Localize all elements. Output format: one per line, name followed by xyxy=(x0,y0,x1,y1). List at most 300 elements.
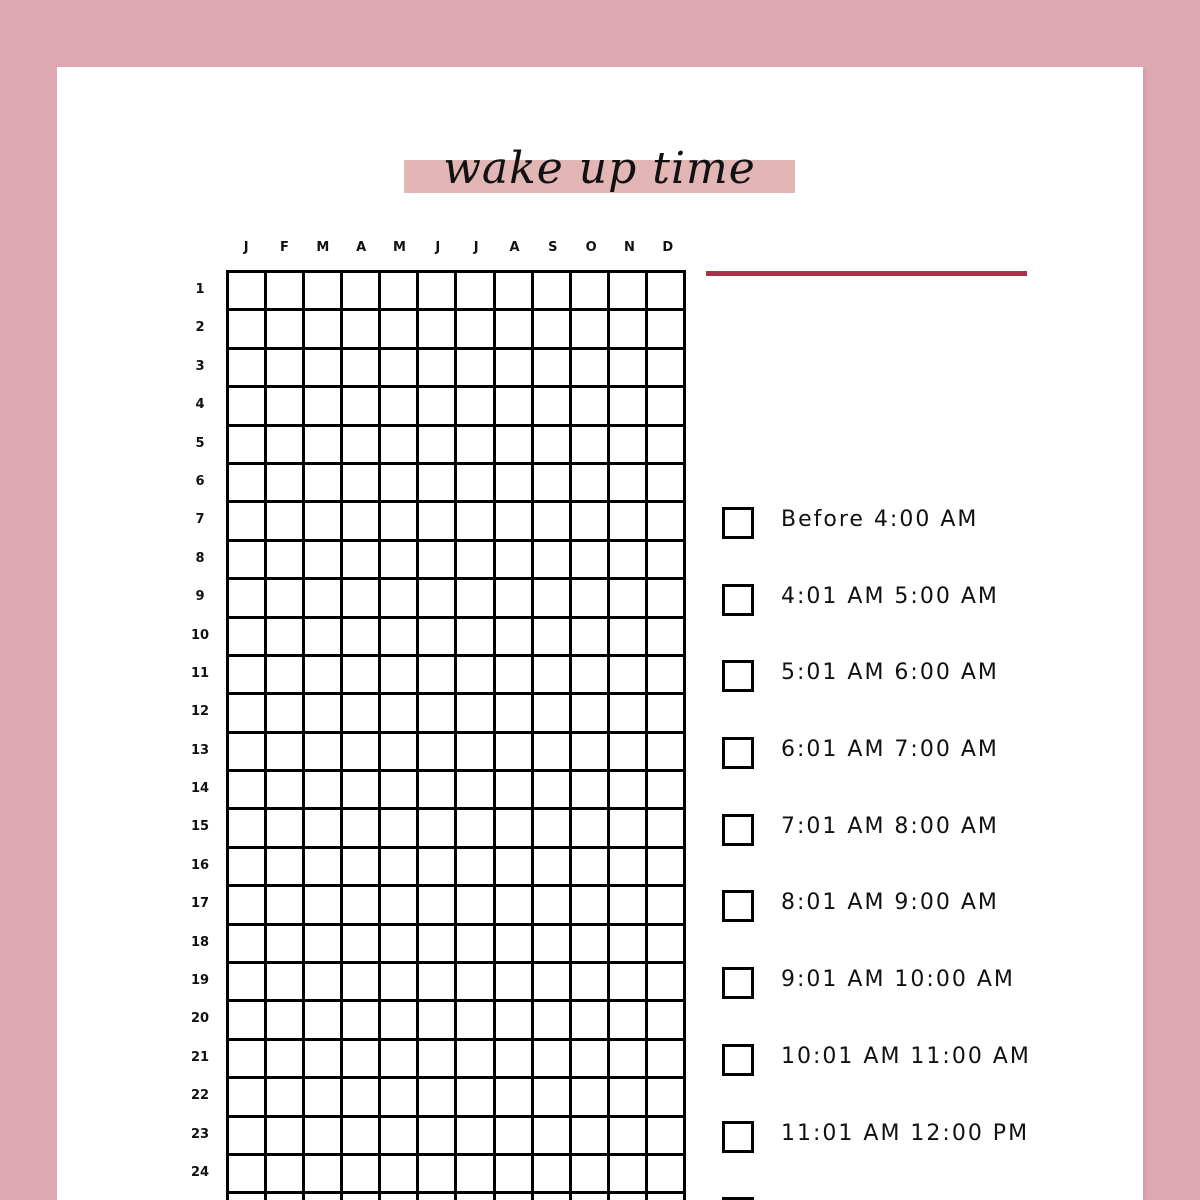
tracker-cell[interactable] xyxy=(648,619,686,657)
tracker-cell[interactable] xyxy=(648,388,686,426)
tracker-cell[interactable] xyxy=(648,1118,686,1156)
tracker-cell[interactable] xyxy=(381,1002,419,1040)
tracker-cell[interactable] xyxy=(305,1079,343,1117)
tracker-cell[interactable] xyxy=(610,810,648,848)
tracker-cell[interactable] xyxy=(419,273,457,311)
tracker-cell[interactable] xyxy=(572,1156,610,1194)
tracker-cell[interactable] xyxy=(267,388,305,426)
legend-checkbox[interactable] xyxy=(722,890,754,922)
legend-checkbox[interactable] xyxy=(722,507,754,539)
tracker-cell[interactable] xyxy=(534,503,572,541)
tracker-cell[interactable] xyxy=(381,465,419,503)
tracker-cell[interactable] xyxy=(343,542,381,580)
legend-checkbox[interactable] xyxy=(722,584,754,616)
tracker-cell[interactable] xyxy=(305,695,343,733)
tracker-cell[interactable] xyxy=(305,503,343,541)
tracker-cell[interactable] xyxy=(610,542,648,580)
tracker-cell[interactable] xyxy=(343,810,381,848)
tracker-cell[interactable] xyxy=(457,926,495,964)
tracker-cell[interactable] xyxy=(610,1041,648,1079)
tracker-cell[interactable] xyxy=(648,1194,686,1200)
tracker-cell[interactable] xyxy=(343,849,381,887)
tracker-cell[interactable] xyxy=(267,427,305,465)
tracker-cell[interactable] xyxy=(229,695,267,733)
tracker-cell[interactable] xyxy=(610,427,648,465)
tracker-cell[interactable] xyxy=(610,657,648,695)
tracker-cell[interactable] xyxy=(457,580,495,618)
tracker-cell[interactable] xyxy=(267,311,305,349)
tracker-cell[interactable] xyxy=(496,619,534,657)
tracker-cell[interactable] xyxy=(419,580,457,618)
tracker-cell[interactable] xyxy=(267,657,305,695)
tracker-cell[interactable] xyxy=(419,1079,457,1117)
tracker-cell[interactable] xyxy=(267,1079,305,1117)
tracker-cell[interactable] xyxy=(419,1118,457,1156)
tracker-cell[interactable] xyxy=(381,772,419,810)
tracker-cell[interactable] xyxy=(229,1041,267,1079)
tracker-cell[interactable] xyxy=(496,580,534,618)
tracker-cell[interactable] xyxy=(381,964,419,1002)
tracker-cell[interactable] xyxy=(343,964,381,1002)
tracker-cell[interactable] xyxy=(305,1194,343,1200)
tracker-cell[interactable] xyxy=(343,1079,381,1117)
tracker-cell[interactable] xyxy=(381,388,419,426)
tracker-cell[interactable] xyxy=(343,1194,381,1200)
tracker-cell[interactable] xyxy=(381,1041,419,1079)
tracker-cell[interactable] xyxy=(496,542,534,580)
tracker-cell[interactable] xyxy=(381,503,419,541)
tracker-cell[interactable] xyxy=(457,1041,495,1079)
tracker-cell[interactable] xyxy=(305,273,343,311)
tracker-cell[interactable] xyxy=(496,311,534,349)
tracker-cell[interactable] xyxy=(419,503,457,541)
tracker-cell[interactable] xyxy=(381,849,419,887)
tracker-cell[interactable] xyxy=(610,772,648,810)
tracker-cell[interactable] xyxy=(229,311,267,349)
tracker-cell[interactable] xyxy=(534,734,572,772)
tracker-cell[interactable] xyxy=(419,1156,457,1194)
tracker-cell[interactable] xyxy=(229,1002,267,1040)
tracker-cell[interactable] xyxy=(267,1194,305,1200)
tracker-cell[interactable] xyxy=(648,350,686,388)
tracker-cell[interactable] xyxy=(381,695,419,733)
tracker-cell[interactable] xyxy=(534,619,572,657)
tracker-cell[interactable] xyxy=(419,657,457,695)
tracker-cell[interactable] xyxy=(610,619,648,657)
tracker-cell[interactable] xyxy=(305,1118,343,1156)
tracker-cell[interactable] xyxy=(648,1041,686,1079)
tracker-cell[interactable] xyxy=(610,1194,648,1200)
tracker-cell[interactable] xyxy=(229,1156,267,1194)
tracker-cell[interactable] xyxy=(534,1041,572,1079)
tracker-cell[interactable] xyxy=(648,273,686,311)
tracker-cell[interactable] xyxy=(267,1002,305,1040)
tracker-cell[interactable] xyxy=(419,849,457,887)
tracker-cell[interactable] xyxy=(381,734,419,772)
tracker-cell[interactable] xyxy=(496,1002,534,1040)
legend-checkbox[interactable] xyxy=(722,814,754,846)
tracker-cell[interactable] xyxy=(229,926,267,964)
tracker-cell[interactable] xyxy=(381,1156,419,1194)
tracker-cell[interactable] xyxy=(534,465,572,503)
tracker-cell[interactable] xyxy=(343,1002,381,1040)
tracker-cell[interactable] xyxy=(496,427,534,465)
tracker-cell[interactable] xyxy=(534,580,572,618)
tracker-cell[interactable] xyxy=(572,580,610,618)
tracker-cell[interactable] xyxy=(610,311,648,349)
tracker-cell[interactable] xyxy=(381,810,419,848)
tracker-cell[interactable] xyxy=(267,964,305,1002)
tracker-cell[interactable] xyxy=(229,388,267,426)
tracker-cell[interactable] xyxy=(343,734,381,772)
tracker-cell[interactable] xyxy=(419,1041,457,1079)
tracker-cell[interactable] xyxy=(229,810,267,848)
tracker-cell[interactable] xyxy=(457,1118,495,1156)
tracker-cell[interactable] xyxy=(572,350,610,388)
tracker-cell[interactable] xyxy=(267,273,305,311)
tracker-cell[interactable] xyxy=(305,1041,343,1079)
tracker-cell[interactable] xyxy=(572,1079,610,1117)
tracker-cell[interactable] xyxy=(305,1002,343,1040)
tracker-cell[interactable] xyxy=(419,734,457,772)
tracker-cell[interactable] xyxy=(457,619,495,657)
tracker-cell[interactable] xyxy=(419,810,457,848)
tracker-cell[interactable] xyxy=(229,580,267,618)
tracker-cell[interactable] xyxy=(534,1194,572,1200)
tracker-cell[interactable] xyxy=(496,1118,534,1156)
tracker-cell[interactable] xyxy=(343,465,381,503)
tracker-cell[interactable] xyxy=(229,964,267,1002)
tracker-cell[interactable] xyxy=(496,503,534,541)
tracker-cell[interactable] xyxy=(534,964,572,1002)
tracker-cell[interactable] xyxy=(534,273,572,311)
tracker-cell[interactable] xyxy=(343,350,381,388)
tracker-cell[interactable] xyxy=(229,350,267,388)
tracker-cell[interactable] xyxy=(534,657,572,695)
tracker-cell[interactable] xyxy=(457,772,495,810)
tracker-cell[interactable] xyxy=(267,849,305,887)
tracker-cell[interactable] xyxy=(534,772,572,810)
tracker-cell[interactable] xyxy=(610,1079,648,1117)
tracker-cell[interactable] xyxy=(496,465,534,503)
tracker-cell[interactable] xyxy=(610,503,648,541)
tracker-cell[interactable] xyxy=(457,734,495,772)
tracker-cell[interactable] xyxy=(648,542,686,580)
tracker-cell[interactable] xyxy=(305,926,343,964)
tracker-cell[interactable] xyxy=(610,695,648,733)
tracker-cell[interactable] xyxy=(534,350,572,388)
tracker-cell[interactable] xyxy=(457,1156,495,1194)
tracker-cell[interactable] xyxy=(419,1194,457,1200)
tracker-cell[interactable] xyxy=(648,1156,686,1194)
tracker-cell[interactable] xyxy=(343,619,381,657)
tracker-cell[interactable] xyxy=(457,388,495,426)
tracker-cell[interactable] xyxy=(305,311,343,349)
tracker-cell[interactable] xyxy=(534,311,572,349)
tracker-cell[interactable] xyxy=(267,503,305,541)
tracker-cell[interactable] xyxy=(381,1079,419,1117)
tracker-cell[interactable] xyxy=(457,503,495,541)
tracker-cell[interactable] xyxy=(381,619,419,657)
tracker-cell[interactable] xyxy=(457,311,495,349)
tracker-cell[interactable] xyxy=(534,388,572,426)
tracker-cell[interactable] xyxy=(534,427,572,465)
tracker-cell[interactable] xyxy=(229,503,267,541)
tracker-cell[interactable] xyxy=(229,619,267,657)
tracker-cell[interactable] xyxy=(229,849,267,887)
tracker-cell[interactable] xyxy=(457,964,495,1002)
tracker-cell[interactable] xyxy=(572,427,610,465)
tracker-cell[interactable] xyxy=(534,887,572,925)
tracker-cell[interactable] xyxy=(457,542,495,580)
tracker-cell[interactable] xyxy=(419,388,457,426)
tracker-cell[interactable] xyxy=(496,849,534,887)
tracker-cell[interactable] xyxy=(572,311,610,349)
tracker-cell[interactable] xyxy=(648,1002,686,1040)
tracker-cell[interactable] xyxy=(648,580,686,618)
tracker-cell[interactable] xyxy=(381,350,419,388)
tracker-cell[interactable] xyxy=(419,427,457,465)
tracker-cell[interactable] xyxy=(534,926,572,964)
tracker-cell[interactable] xyxy=(305,1156,343,1194)
tracker-cell[interactable] xyxy=(267,887,305,925)
tracker-cell[interactable] xyxy=(267,695,305,733)
tracker-cell[interactable] xyxy=(572,657,610,695)
tracker-cell[interactable] xyxy=(381,542,419,580)
tracker-cell[interactable] xyxy=(610,465,648,503)
tracker-cell[interactable] xyxy=(572,695,610,733)
tracker-cell[interactable] xyxy=(305,849,343,887)
legend-checkbox[interactable] xyxy=(722,1044,754,1076)
tracker-cell[interactable] xyxy=(381,657,419,695)
tracker-cell[interactable] xyxy=(229,887,267,925)
tracker-cell[interactable] xyxy=(419,964,457,1002)
tracker-cell[interactable] xyxy=(457,465,495,503)
tracker-cell[interactable] xyxy=(496,273,534,311)
tracker-cell[interactable] xyxy=(457,427,495,465)
tracker-cell[interactable] xyxy=(572,542,610,580)
tracker-cell[interactable] xyxy=(305,964,343,1002)
tracker-cell[interactable] xyxy=(305,619,343,657)
tracker-cell[interactable] xyxy=(496,1079,534,1117)
tracker-cell[interactable] xyxy=(343,580,381,618)
tracker-cell[interactable] xyxy=(572,926,610,964)
tracker-cell[interactable] xyxy=(419,887,457,925)
tracker-cell[interactable] xyxy=(534,1002,572,1040)
tracker-cell[interactable] xyxy=(419,311,457,349)
tracker-cell[interactable] xyxy=(648,926,686,964)
legend-checkbox[interactable] xyxy=(722,737,754,769)
tracker-cell[interactable] xyxy=(457,350,495,388)
tracker-cell[interactable] xyxy=(343,657,381,695)
tracker-cell[interactable] xyxy=(572,1041,610,1079)
tracker-cell[interactable] xyxy=(648,887,686,925)
tracker-cell[interactable] xyxy=(572,1194,610,1200)
tracker-cell[interactable] xyxy=(610,964,648,1002)
tracker-cell[interactable] xyxy=(648,311,686,349)
tracker-cell[interactable] xyxy=(419,350,457,388)
tracker-cell[interactable] xyxy=(381,1118,419,1156)
tracker-cell[interactable] xyxy=(648,1079,686,1117)
tracker-cell[interactable] xyxy=(343,388,381,426)
tracker-cell[interactable] xyxy=(229,273,267,311)
tracker-cell[interactable] xyxy=(496,772,534,810)
tracker-cell[interactable] xyxy=(496,657,534,695)
tracker-cell[interactable] xyxy=(610,1156,648,1194)
tracker-cell[interactable] xyxy=(305,657,343,695)
legend-checkbox[interactable] xyxy=(722,660,754,692)
tracker-cell[interactable] xyxy=(610,388,648,426)
tracker-cell[interactable] xyxy=(343,772,381,810)
tracker-cell[interactable] xyxy=(343,311,381,349)
tracker-cell[interactable] xyxy=(610,580,648,618)
tracker-cell[interactable] xyxy=(343,1156,381,1194)
tracker-cell[interactable] xyxy=(572,772,610,810)
tracker-cell[interactable] xyxy=(267,926,305,964)
tracker-cell[interactable] xyxy=(572,849,610,887)
tracker-cell[interactable] xyxy=(457,810,495,848)
tracker-cell[interactable] xyxy=(572,810,610,848)
tracker-cell[interactable] xyxy=(457,849,495,887)
tracker-cell[interactable] xyxy=(229,734,267,772)
tracker-cell[interactable] xyxy=(343,887,381,925)
tracker-cell[interactable] xyxy=(610,887,648,925)
tracker-cell[interactable] xyxy=(419,695,457,733)
tracker-cell[interactable] xyxy=(496,1041,534,1079)
tracker-cell[interactable] xyxy=(496,734,534,772)
tracker-cell[interactable] xyxy=(610,273,648,311)
tracker-cell[interactable] xyxy=(496,926,534,964)
tracker-cell[interactable] xyxy=(648,734,686,772)
tracker-cell[interactable] xyxy=(267,1118,305,1156)
tracker-cell[interactable] xyxy=(572,887,610,925)
tracker-cell[interactable] xyxy=(648,964,686,1002)
tracker-cell[interactable] xyxy=(534,1079,572,1117)
tracker-cell[interactable] xyxy=(229,657,267,695)
tracker-cell[interactable] xyxy=(381,273,419,311)
tracker-cell[interactable] xyxy=(572,619,610,657)
tracker-cell[interactable] xyxy=(610,1118,648,1156)
tracker-cell[interactable] xyxy=(267,542,305,580)
tracker-cell[interactable] xyxy=(419,926,457,964)
tracker-cell[interactable] xyxy=(305,887,343,925)
tracker-cell[interactable] xyxy=(267,1156,305,1194)
tracker-cell[interactable] xyxy=(381,580,419,618)
tracker-cell[interactable] xyxy=(381,311,419,349)
tracker-cell[interactable] xyxy=(343,695,381,733)
tracker-cell[interactable] xyxy=(648,465,686,503)
tracker-cell[interactable] xyxy=(305,542,343,580)
tracker-cell[interactable] xyxy=(496,388,534,426)
tracker-cell[interactable] xyxy=(419,772,457,810)
tracker-cell[interactable] xyxy=(229,1118,267,1156)
tracker-cell[interactable] xyxy=(381,887,419,925)
tracker-cell[interactable] xyxy=(267,350,305,388)
tracker-cell[interactable] xyxy=(648,427,686,465)
tracker-cell[interactable] xyxy=(572,503,610,541)
legend-checkbox[interactable] xyxy=(722,967,754,999)
tracker-cell[interactable] xyxy=(457,1194,495,1200)
tracker-cell[interactable] xyxy=(457,657,495,695)
tracker-cell[interactable] xyxy=(229,465,267,503)
tracker-cell[interactable] xyxy=(267,619,305,657)
tracker-cell[interactable] xyxy=(343,1118,381,1156)
tracker-cell[interactable] xyxy=(419,542,457,580)
tracker-cell[interactable] xyxy=(305,465,343,503)
tracker-cell[interactable] xyxy=(534,1156,572,1194)
tracker-cell[interactable] xyxy=(229,542,267,580)
tracker-cell[interactable] xyxy=(610,926,648,964)
tracker-cell[interactable] xyxy=(648,810,686,848)
tracker-cell[interactable] xyxy=(229,427,267,465)
tracker-cell[interactable] xyxy=(343,273,381,311)
tracker-cell[interactable] xyxy=(267,734,305,772)
tracker-cell[interactable] xyxy=(343,1041,381,1079)
tracker-cell[interactable] xyxy=(496,1156,534,1194)
tracker-cell[interactable] xyxy=(305,427,343,465)
tracker-cell[interactable] xyxy=(419,1002,457,1040)
tracker-cell[interactable] xyxy=(343,427,381,465)
tracker-cell[interactable] xyxy=(648,503,686,541)
tracker-cell[interactable] xyxy=(572,1002,610,1040)
tracker-cell[interactable] xyxy=(457,1002,495,1040)
tracker-cell[interactable] xyxy=(267,465,305,503)
tracker-cell[interactable] xyxy=(305,388,343,426)
legend-checkbox[interactable] xyxy=(722,1121,754,1153)
tracker-cell[interactable] xyxy=(648,849,686,887)
tracker-cell[interactable] xyxy=(305,734,343,772)
tracker-cell[interactable] xyxy=(648,695,686,733)
tracker-cell[interactable] xyxy=(267,810,305,848)
tracker-cell[interactable] xyxy=(572,734,610,772)
tracker-cell[interactable] xyxy=(229,772,267,810)
tracker-cell[interactable] xyxy=(305,810,343,848)
tracker-cell[interactable] xyxy=(572,964,610,1002)
tracker-cell[interactable] xyxy=(343,926,381,964)
tracker-cell[interactable] xyxy=(381,1194,419,1200)
tracker-cell[interactable] xyxy=(648,657,686,695)
tracker-cell[interactable] xyxy=(496,887,534,925)
tracker-cell[interactable] xyxy=(496,964,534,1002)
tracker-cell[interactable] xyxy=(496,1194,534,1200)
tracker-cell[interactable] xyxy=(457,887,495,925)
tracker-cell[interactable] xyxy=(457,273,495,311)
tracker-cell[interactable] xyxy=(381,427,419,465)
tracker-cell[interactable] xyxy=(496,695,534,733)
tracker-cell[interactable] xyxy=(267,772,305,810)
tracker-cell[interactable] xyxy=(648,772,686,810)
tracker-cell[interactable] xyxy=(229,1194,267,1200)
tracker-cell[interactable] xyxy=(305,580,343,618)
tracker-cell[interactable] xyxy=(572,465,610,503)
tracker-cell[interactable] xyxy=(457,695,495,733)
tracker-cell[interactable] xyxy=(572,388,610,426)
tracker-cell[interactable] xyxy=(457,1079,495,1117)
tracker-cell[interactable] xyxy=(534,1118,572,1156)
tracker-cell[interactable] xyxy=(229,1079,267,1117)
tracker-cell[interactable] xyxy=(419,619,457,657)
tracker-cell[interactable] xyxy=(534,695,572,733)
tracker-cell[interactable] xyxy=(267,580,305,618)
tracker-cell[interactable] xyxy=(496,350,534,388)
tracker-cell[interactable] xyxy=(572,1118,610,1156)
tracker-cell[interactable] xyxy=(419,465,457,503)
tracker-cell[interactable] xyxy=(572,273,610,311)
tracker-cell[interactable] xyxy=(534,849,572,887)
tracker-cell[interactable] xyxy=(381,926,419,964)
tracker-cell[interactable] xyxy=(610,734,648,772)
tracker-cell[interactable] xyxy=(534,542,572,580)
